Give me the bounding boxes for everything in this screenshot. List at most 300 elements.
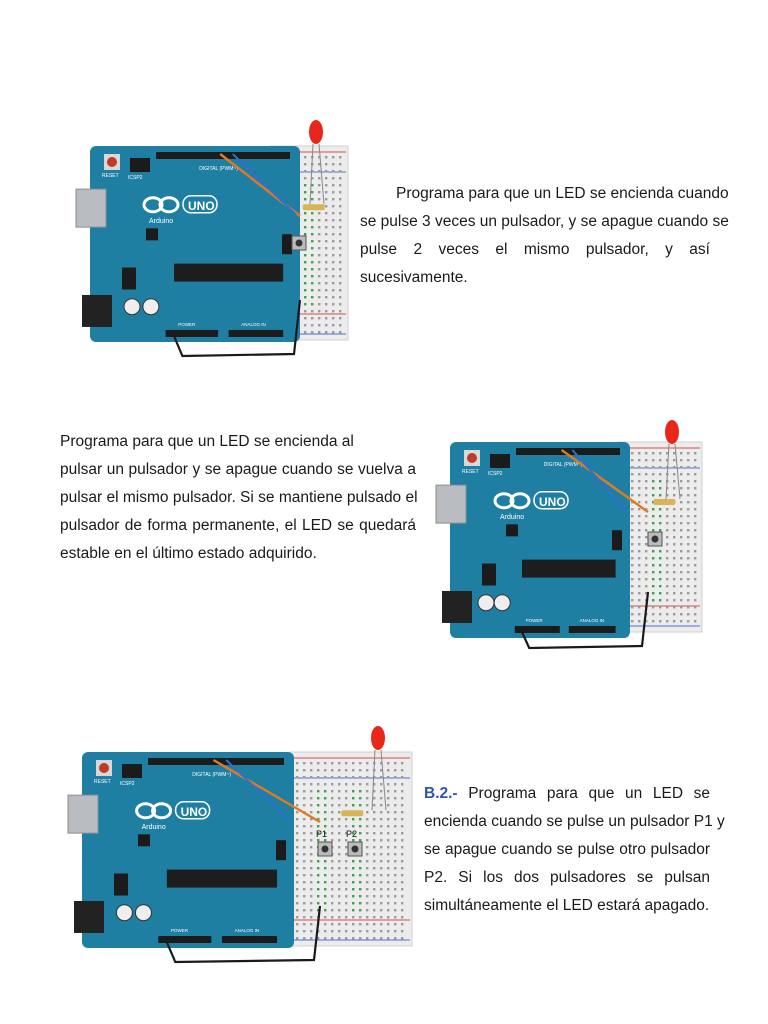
hole (296, 797, 298, 799)
hole (324, 797, 326, 799)
hole (317, 804, 319, 806)
reset-label: RESET (102, 173, 119, 179)
hole (673, 571, 675, 573)
hole (296, 811, 298, 813)
hole (303, 937, 305, 939)
icsp-side (282, 234, 292, 254)
hole (666, 620, 668, 622)
hole (631, 459, 633, 461)
hole (680, 585, 682, 587)
hole (659, 557, 661, 559)
hole (373, 804, 375, 806)
hole (332, 198, 334, 200)
hole (645, 536, 647, 538)
hole (311, 275, 313, 277)
hole (325, 191, 327, 193)
hole (303, 783, 305, 785)
hole (680, 459, 682, 461)
hole (345, 818, 347, 820)
hole (638, 613, 640, 615)
hole (338, 867, 340, 869)
chip-small (506, 524, 518, 536)
hole (352, 790, 354, 792)
paragraph-3 (424, 780, 725, 920)
hole (394, 825, 396, 827)
hole (366, 923, 368, 925)
hole (310, 895, 312, 897)
hole (680, 578, 682, 580)
hole (680, 620, 682, 622)
power-jack (74, 901, 104, 933)
resistor (303, 204, 325, 210)
hole (317, 825, 319, 827)
hole (324, 783, 326, 785)
hole (401, 853, 403, 855)
digital-label: DIGITAL (PWM~) (543, 462, 583, 468)
hole (303, 874, 305, 876)
pushbutton-cap-1 (322, 846, 329, 853)
hole (645, 466, 647, 468)
hole (318, 226, 320, 228)
hole (332, 170, 334, 172)
circuit-svg (54, 724, 414, 970)
hole (673, 599, 675, 601)
hole (659, 564, 661, 566)
hole (694, 606, 696, 608)
hole (318, 163, 320, 165)
hole (303, 881, 305, 883)
hole (652, 578, 654, 580)
hole (331, 902, 333, 904)
hole (311, 331, 313, 333)
hole (373, 825, 375, 827)
hole (311, 324, 313, 326)
hole (380, 811, 382, 813)
hole (310, 825, 312, 827)
pushbutton-label-1: P1 (316, 829, 328, 839)
hole (687, 501, 689, 503)
hole (373, 902, 375, 904)
hole (304, 331, 306, 333)
hole (310, 923, 312, 925)
hole (687, 473, 689, 475)
hole (387, 909, 389, 911)
hole (638, 480, 640, 482)
hole (325, 212, 327, 214)
chip-small (146, 228, 158, 240)
hole (311, 212, 313, 214)
hole (394, 895, 396, 897)
hole (318, 261, 320, 263)
hole (339, 212, 341, 214)
hole (325, 219, 327, 221)
hole (331, 804, 333, 806)
hole (339, 331, 341, 333)
capacitor-1 (124, 299, 140, 315)
hole (687, 613, 689, 615)
hole (332, 212, 334, 214)
hole (366, 867, 368, 869)
hole (359, 839, 361, 841)
hole (380, 797, 382, 799)
hole (387, 923, 389, 925)
hole (659, 529, 661, 531)
hole (380, 769, 382, 771)
hole (380, 916, 382, 918)
hole (310, 916, 312, 918)
p1-line-2: se pulse 3 veces un pulsador, y se apague cuando se (360, 213, 729, 230)
hole (666, 564, 668, 566)
hole (332, 331, 334, 333)
hole (401, 811, 403, 813)
hole (694, 571, 696, 573)
hole (638, 606, 640, 608)
hole (359, 797, 361, 799)
hole (304, 170, 306, 172)
hole (680, 557, 682, 559)
hole (296, 888, 298, 890)
hole (366, 860, 368, 862)
hole (380, 937, 382, 939)
hole (659, 585, 661, 587)
hole (394, 867, 396, 869)
hole (380, 881, 382, 883)
hole (401, 797, 403, 799)
hole (387, 811, 389, 813)
power-header (158, 936, 211, 943)
p2-line-3: pulsar el mismo pulsador. Si se mantiene pulsado el (60, 489, 418, 506)
hole (303, 846, 305, 848)
hole (401, 923, 403, 925)
hole (339, 310, 341, 312)
hole (345, 776, 347, 778)
hole (673, 613, 675, 615)
hole (304, 261, 306, 263)
hole (694, 536, 696, 538)
reset-label: RESET (94, 779, 111, 785)
hole (659, 480, 661, 482)
hole (366, 832, 368, 834)
hole (387, 881, 389, 883)
hole (338, 818, 340, 820)
hole (324, 804, 326, 806)
hole (345, 909, 347, 911)
hole (339, 163, 341, 165)
hole (317, 797, 319, 799)
hole (311, 289, 313, 291)
hole (638, 459, 640, 461)
hole (296, 853, 298, 855)
hole (324, 776, 326, 778)
power-header (166, 330, 219, 337)
hole (332, 226, 334, 228)
hole (694, 473, 696, 475)
p1-line-3: pulse 2 veces el mismo pulsador, y así (360, 241, 710, 258)
hole (324, 937, 326, 939)
hole (645, 585, 647, 587)
icsp-header (490, 454, 510, 468)
hole (394, 853, 396, 855)
hole (318, 240, 320, 242)
pushbutton-label-2: P2 (346, 829, 358, 839)
hole (296, 846, 298, 848)
hole (680, 466, 682, 468)
hole (332, 324, 334, 326)
hole (387, 832, 389, 834)
hole (638, 550, 640, 552)
hole (638, 592, 640, 594)
hole (394, 916, 396, 918)
hole (318, 268, 320, 270)
hole (325, 268, 327, 270)
hole (331, 783, 333, 785)
hole (631, 585, 633, 587)
hole (387, 839, 389, 841)
hole (345, 783, 347, 785)
hole (673, 452, 675, 454)
hole (387, 776, 389, 778)
hole (687, 487, 689, 489)
hole (331, 937, 333, 939)
hole (332, 261, 334, 263)
hole (394, 832, 396, 834)
hole (652, 487, 654, 489)
hole (345, 825, 347, 827)
hole (359, 937, 361, 939)
hole (366, 916, 368, 918)
hole (673, 459, 675, 461)
hole (694, 585, 696, 587)
led (371, 726, 385, 750)
hole (631, 494, 633, 496)
hole (680, 571, 682, 573)
hole (303, 867, 305, 869)
hole (666, 592, 668, 594)
hole (680, 599, 682, 601)
hole (666, 543, 668, 545)
hole (373, 839, 375, 841)
hole (303, 860, 305, 862)
paragraph-1 (360, 180, 729, 292)
hole (652, 599, 654, 601)
hole (331, 888, 333, 890)
hole (387, 937, 389, 939)
hole (310, 776, 312, 778)
hole (317, 811, 319, 813)
hole (318, 296, 320, 298)
hole (659, 452, 661, 454)
hole (324, 930, 326, 932)
hole (304, 317, 306, 319)
hole (359, 783, 361, 785)
hole (303, 776, 305, 778)
hole (673, 480, 675, 482)
hole (380, 776, 382, 778)
hole (687, 585, 689, 587)
hole (304, 198, 306, 200)
hole (687, 620, 689, 622)
hole (638, 578, 640, 580)
hole (325, 317, 327, 319)
hole (631, 599, 633, 601)
hole (380, 930, 382, 932)
hole (318, 198, 320, 200)
hole (311, 303, 313, 305)
hole (332, 289, 334, 291)
hole (310, 881, 312, 883)
brand-label: Arduino (141, 823, 166, 831)
hole (687, 599, 689, 601)
power-label: POWER (178, 322, 196, 327)
hole (310, 783, 312, 785)
hole (339, 233, 341, 235)
hole (645, 543, 647, 545)
hole (631, 613, 633, 615)
hole (645, 515, 647, 517)
hole (345, 762, 347, 764)
hole (324, 867, 326, 869)
hole (324, 895, 326, 897)
hole (666, 515, 668, 517)
p3-line-1-text: Programa para que un LED se (468, 785, 711, 802)
hole (359, 888, 361, 890)
hole (352, 895, 354, 897)
hole (324, 874, 326, 876)
hole (673, 592, 675, 594)
hole (673, 564, 675, 566)
hole (687, 592, 689, 594)
hole (401, 937, 403, 939)
hole (359, 860, 361, 862)
hole (673, 557, 675, 559)
hole (387, 797, 389, 799)
hole (673, 529, 675, 531)
power-label: POWER (525, 618, 543, 623)
hole (331, 839, 333, 841)
p1-line-1: Programa para que un LED se encienda cuando (396, 185, 729, 202)
hole (673, 494, 675, 496)
icsp-label: ICSP2 (488, 471, 503, 477)
hole (296, 783, 298, 785)
hole (380, 902, 382, 904)
hole (694, 564, 696, 566)
hole (304, 177, 306, 179)
hole (310, 797, 312, 799)
hole (666, 536, 668, 538)
hole (339, 296, 341, 298)
hole (352, 916, 354, 918)
arduino-board (82, 752, 294, 948)
hole (687, 557, 689, 559)
hole (331, 895, 333, 897)
hole (359, 867, 361, 869)
hole (325, 205, 327, 207)
hole (373, 811, 375, 813)
hole (652, 522, 654, 524)
hole (652, 606, 654, 608)
hole (352, 783, 354, 785)
hole (332, 205, 334, 207)
hole (359, 916, 361, 918)
hole (318, 184, 320, 186)
hole (311, 317, 313, 319)
hole (304, 324, 306, 326)
hole (339, 156, 341, 158)
hole (680, 473, 682, 475)
hole (296, 874, 298, 876)
hole (311, 233, 313, 235)
hole (359, 790, 361, 792)
p3-line-2: encienda cuando se pulse un pulsador P1 y (424, 813, 725, 830)
hole (366, 762, 368, 764)
hole (373, 818, 375, 820)
hole (310, 839, 312, 841)
hole (345, 769, 347, 771)
hole (345, 874, 347, 876)
pushbutton-cap-1 (296, 240, 303, 247)
hole (380, 839, 382, 841)
hole (352, 909, 354, 911)
hole (394, 804, 396, 806)
p3-line-3: se apague cuando se pulse otro pulsador (424, 841, 710, 858)
hole (394, 874, 396, 876)
hole (352, 797, 354, 799)
hole (631, 452, 633, 454)
icsp-label: ICSP2 (128, 175, 143, 181)
hole (352, 825, 354, 827)
hole (638, 515, 640, 517)
hole (694, 557, 696, 559)
hole (387, 867, 389, 869)
hole (352, 881, 354, 883)
hole (332, 247, 334, 249)
hole (394, 902, 396, 904)
hole (401, 895, 403, 897)
usb-port (436, 485, 466, 523)
hole (366, 839, 368, 841)
hole (680, 501, 682, 503)
hole (652, 613, 654, 615)
hole (694, 578, 696, 580)
led (665, 420, 679, 444)
hole (394, 797, 396, 799)
hole (366, 776, 368, 778)
hole (645, 571, 647, 573)
hole (310, 888, 312, 890)
hole (687, 466, 689, 468)
hole (339, 282, 341, 284)
hole (638, 529, 640, 531)
hole (694, 480, 696, 482)
hole (673, 606, 675, 608)
hole (394, 930, 396, 932)
hole (345, 867, 347, 869)
hole (652, 473, 654, 475)
hole (631, 487, 633, 489)
hole (352, 874, 354, 876)
brand-label: Arduino (149, 217, 174, 225)
hole (317, 776, 319, 778)
hole (359, 923, 361, 925)
hole (332, 303, 334, 305)
hole (296, 902, 298, 904)
hole (387, 783, 389, 785)
hole (310, 902, 312, 904)
hole (317, 790, 319, 792)
hole (332, 191, 334, 193)
hole (332, 268, 334, 270)
hole (311, 191, 313, 193)
